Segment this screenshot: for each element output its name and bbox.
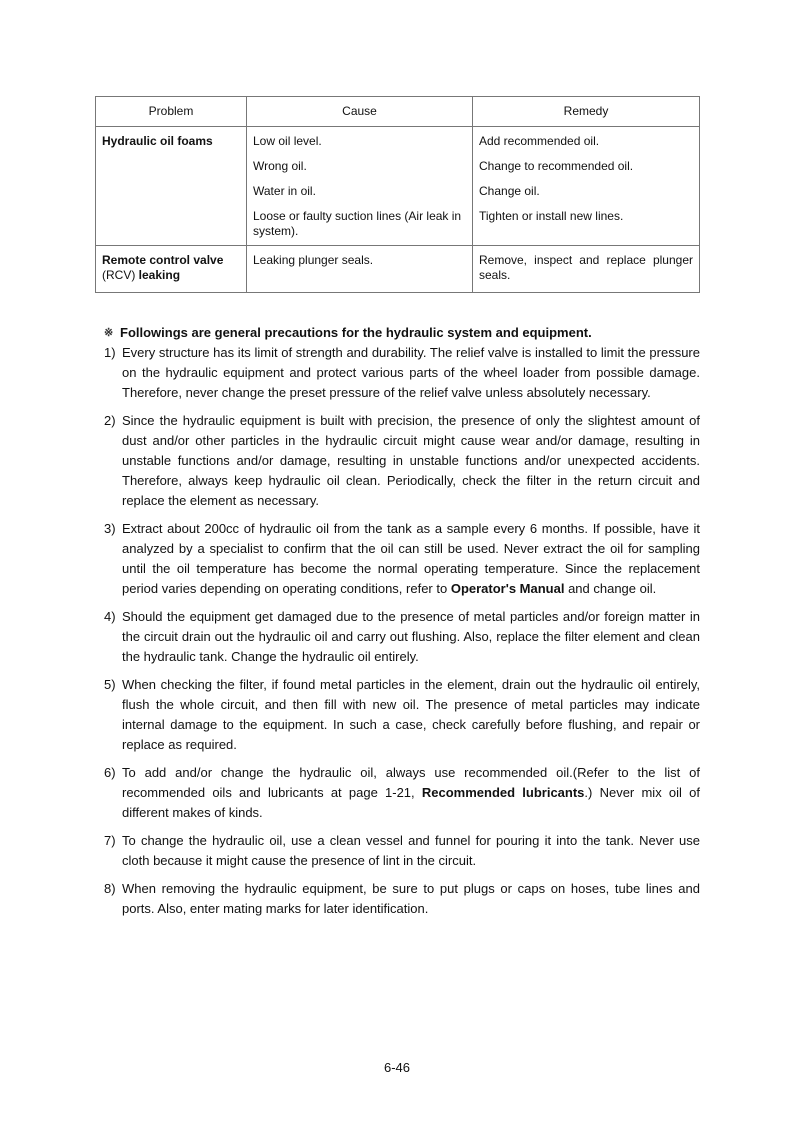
list-item [104, 607, 700, 667]
remedy-cell: Change oil. [473, 179, 700, 204]
item-text: To add and/or change the hydraulic oil, always use recommended oil.(Refer to the list of recommended oils and lubricants at page 1-21, [122, 765, 700, 800]
item-text: When checking the filter, if found metal particles in the element, drain out the hydraulic oil entirely, flush the whole circuit, and then fill with new oil. The presence of metal particles may indicate internal damage to the equipment. In such a case, check carefully before flushing, and repair or replace as required. [122, 677, 700, 752]
problem-text-bold: Remote control valve [102, 253, 224, 267]
remedy-cell: Remove, inspect and replace plunger seals. [473, 246, 700, 293]
problem-text: (RCV) [102, 268, 139, 282]
item-text-bold: Operator's Manual [450, 581, 565, 596]
list-item [104, 411, 700, 511]
header-cause: Cause [247, 97, 473, 127]
table-header-row [96, 97, 700, 127]
item-text: Extract about 200cc of hydraulic oil from the tank as a sample every 6 months. If possible, have it analyzed by a specialist to confirm that the oil can still be used. Never extract the oil for sampling until the oil temperature has become the normal operating temperature. Since the replacement period varies depending on operating conditions, refer to [122, 521, 700, 596]
item-number: 5) [104, 677, 116, 692]
item-text: and change oil. [564, 581, 657, 596]
item-text: Should the equipment get damaged due to the presence of metal particles and/or foreign matter in the circuit drain out the hydraulic oil and carry out flushing. Also, replace the filter element and clean the hydraulic tank. Change the hydraulic oil entirely. [122, 609, 700, 664]
item-text: .) Never mix oil of different makes of kinds. [122, 785, 700, 820]
item-number: 1) [104, 345, 116, 360]
item-number: 4) [104, 609, 116, 624]
item-text: Every structure has its limit of strength and durability. The relief valve is installed to limit the pressure on the hydraulic equipment and protect various parts of the wheel loader from possible damage. Therefore, never change the preset pressure of the relief valve unless absolutely necessary. [122, 345, 700, 400]
item-number: 7) [104, 833, 116, 848]
list-item [104, 879, 700, 919]
problem-cell: Hydraulic oil foams [96, 127, 247, 246]
item-text: When removing the hydraulic equipment, be sure to put plugs or caps on hoses, tube lines and ports. Also, enter mating marks for later identification. [122, 881, 700, 916]
precautions-section [104, 323, 700, 927]
table-row [96, 246, 700, 293]
remedy-cell: Change to recommended oil. [473, 154, 700, 179]
item-number: 6) [104, 765, 116, 780]
list-item [104, 519, 700, 599]
cause-cell: Loose or faulty suction lines (Air leak in system). [247, 204, 473, 246]
problem-text-bold: leaking [138, 268, 181, 282]
reference-mark-icon: ※ [104, 327, 114, 339]
list-item [104, 763, 700, 823]
list-item [104, 831, 700, 871]
problem-cell [96, 246, 247, 293]
remedy-cell: Tighten or install new lines. [473, 204, 700, 246]
list-item [104, 675, 700, 755]
remedy-cell: Add recommended oil. [473, 127, 700, 155]
item-text: Since the hydraulic equipment is built with precision, the presence of only the slightest amount of dust and/or other particles in the hydraulic circuit might cause wear and/or damage, resulting in unstable functions and/or damage, resulting in unstable functions and/or unexpected accidents. Therefore, always keep hydraulic oil clean. Periodically, check the filter in the return circuit and replace the element as necessary. [122, 413, 700, 508]
item-text-bold: Recommended lubricants [421, 785, 585, 800]
list-item [104, 343, 700, 403]
table-row [96, 127, 700, 155]
precautions-list [104, 343, 700, 919]
cause-cell: Leaking plunger seals. [247, 246, 473, 293]
cause-cell: Wrong oil. [247, 154, 473, 179]
cause-cell: Low oil level. [247, 127, 473, 155]
item-number: 8) [104, 881, 116, 896]
troubleshooting-table [95, 96, 700, 293]
item-number: 3) [104, 521, 116, 536]
header-remedy: Remedy [473, 97, 700, 127]
item-text: To change the hydraulic oil, use a clean vessel and funnel for pouring it into the tank. Never use cloth because it might cause the presence of lint in the circuit. [122, 833, 700, 868]
precautions-heading [104, 323, 700, 343]
header-problem: Problem [96, 97, 247, 127]
cause-cell: Water in oil. [247, 179, 473, 204]
page-number: 6-46 [383, 1060, 411, 1075]
item-number: 2) [104, 413, 116, 428]
precautions-heading-text: Followings are general precautions for the hydraulic system and equipment. [120, 325, 592, 340]
